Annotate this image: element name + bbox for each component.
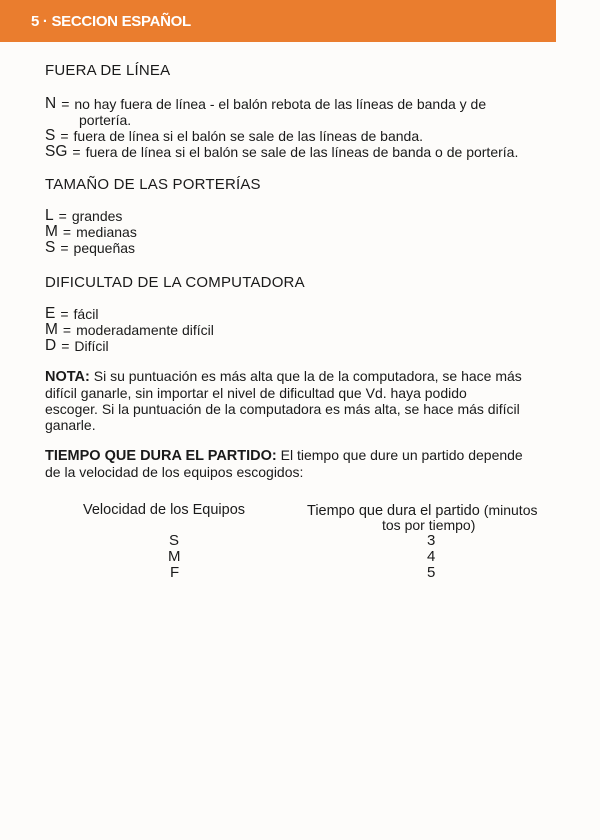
column-header-time-label: Tiempo que dura el partido	[307, 503, 480, 519]
note-line: difícil ganarle, sin importar el nivel de dificultad que Vd. haya podido	[45, 385, 467, 401]
option-description: no hay fuera de línea - el balón rebota de las líneas de banda y de	[74, 96, 487, 112]
list-item	[45, 144, 565, 160]
option-code: SG	[45, 143, 68, 160]
section-label: 5 · SECCION ESPAÑOL	[31, 13, 191, 30]
column-header-time-sub: tos por tiempo)	[382, 517, 476, 533]
equals-sign: =	[58, 208, 67, 224]
option-description: pequeñas	[73, 240, 136, 256]
list-item	[45, 240, 565, 256]
list-item	[45, 128, 565, 144]
equals-sign: =	[60, 240, 69, 256]
equals-sign: =	[72, 144, 81, 160]
difficulty-heading: DIFICULTAD DE LA COMPUTADORA	[45, 274, 305, 291]
option-code: N	[45, 95, 57, 112]
note-line: Si su puntuación es más alta que la de la computadora, se hace más	[93, 368, 522, 384]
option-description: moderadamente difícil	[76, 322, 214, 338]
equals-sign: =	[61, 338, 70, 354]
option-description: fácil	[73, 306, 99, 322]
option-description-cont: portería.	[79, 112, 132, 128]
option-code: L	[45, 207, 54, 224]
duration-table	[45, 502, 565, 592]
column-header-time-suffix: (minutos	[483, 502, 538, 518]
note-paragraph	[45, 368, 565, 433]
duration-label: TIEMPO QUE DURA EL PARTIDO:	[45, 448, 277, 464]
list-item	[45, 338, 565, 354]
duration-line: de la velocidad de los equipos escogidos:	[45, 464, 304, 480]
equals-sign: =	[61, 96, 70, 112]
minutes-cell: 3	[427, 532, 436, 549]
list-item	[45, 322, 565, 338]
note-line: ganarle.	[45, 417, 96, 433]
list-item	[45, 306, 565, 322]
equals-sign: =	[60, 306, 69, 322]
list-item	[45, 224, 565, 240]
option-code: M	[45, 223, 58, 240]
offside-heading: FUERA DE LÍNEA	[45, 62, 171, 79]
goal-size-heading: TAMAÑO DE LAS PORTERÍAS	[45, 176, 261, 193]
option-description: medianas	[76, 224, 137, 240]
option-code: S	[45, 127, 56, 144]
goal-size-list	[45, 208, 565, 256]
difficulty-list	[45, 306, 565, 354]
speed-cell: S	[169, 532, 180, 549]
speed-cell: F	[170, 564, 180, 581]
duration-line: El tiempo que dure un partido depende	[280, 447, 523, 463]
list-item-continuation	[45, 112, 565, 128]
option-description: Difícil	[74, 338, 109, 354]
speed-cell: M	[168, 548, 181, 565]
note-line: escoger. Si la puntuación de la computadora es más alta, se hace más difícil	[45, 401, 520, 417]
option-code: E	[45, 305, 56, 322]
note-label: NOTA:	[45, 369, 90, 385]
option-code: D	[45, 337, 57, 354]
option-code: S	[45, 239, 56, 256]
equals-sign: =	[62, 224, 72, 240]
section-header-band	[0, 0, 556, 42]
column-header-speed: Velocidad de los Equipos	[83, 502, 246, 518]
equals-sign: =	[60, 128, 69, 144]
minutes-cell: 5	[427, 564, 436, 581]
duration-paragraph	[45, 447, 565, 480]
list-item	[45, 96, 565, 112]
manual-content	[45, 62, 565, 592]
offside-list	[45, 96, 565, 160]
option-description: fuera de línea si el balón se sale de las líneas de banda o de portería.	[85, 144, 519, 160]
option-description: grandes	[71, 208, 123, 224]
minutes-cell: 4	[427, 548, 436, 565]
option-code: M	[45, 321, 58, 338]
equals-sign: =	[62, 322, 72, 338]
list-item	[45, 208, 565, 224]
option-description: fuera de línea si el balón se sale de las líneas de banda.	[73, 128, 423, 144]
